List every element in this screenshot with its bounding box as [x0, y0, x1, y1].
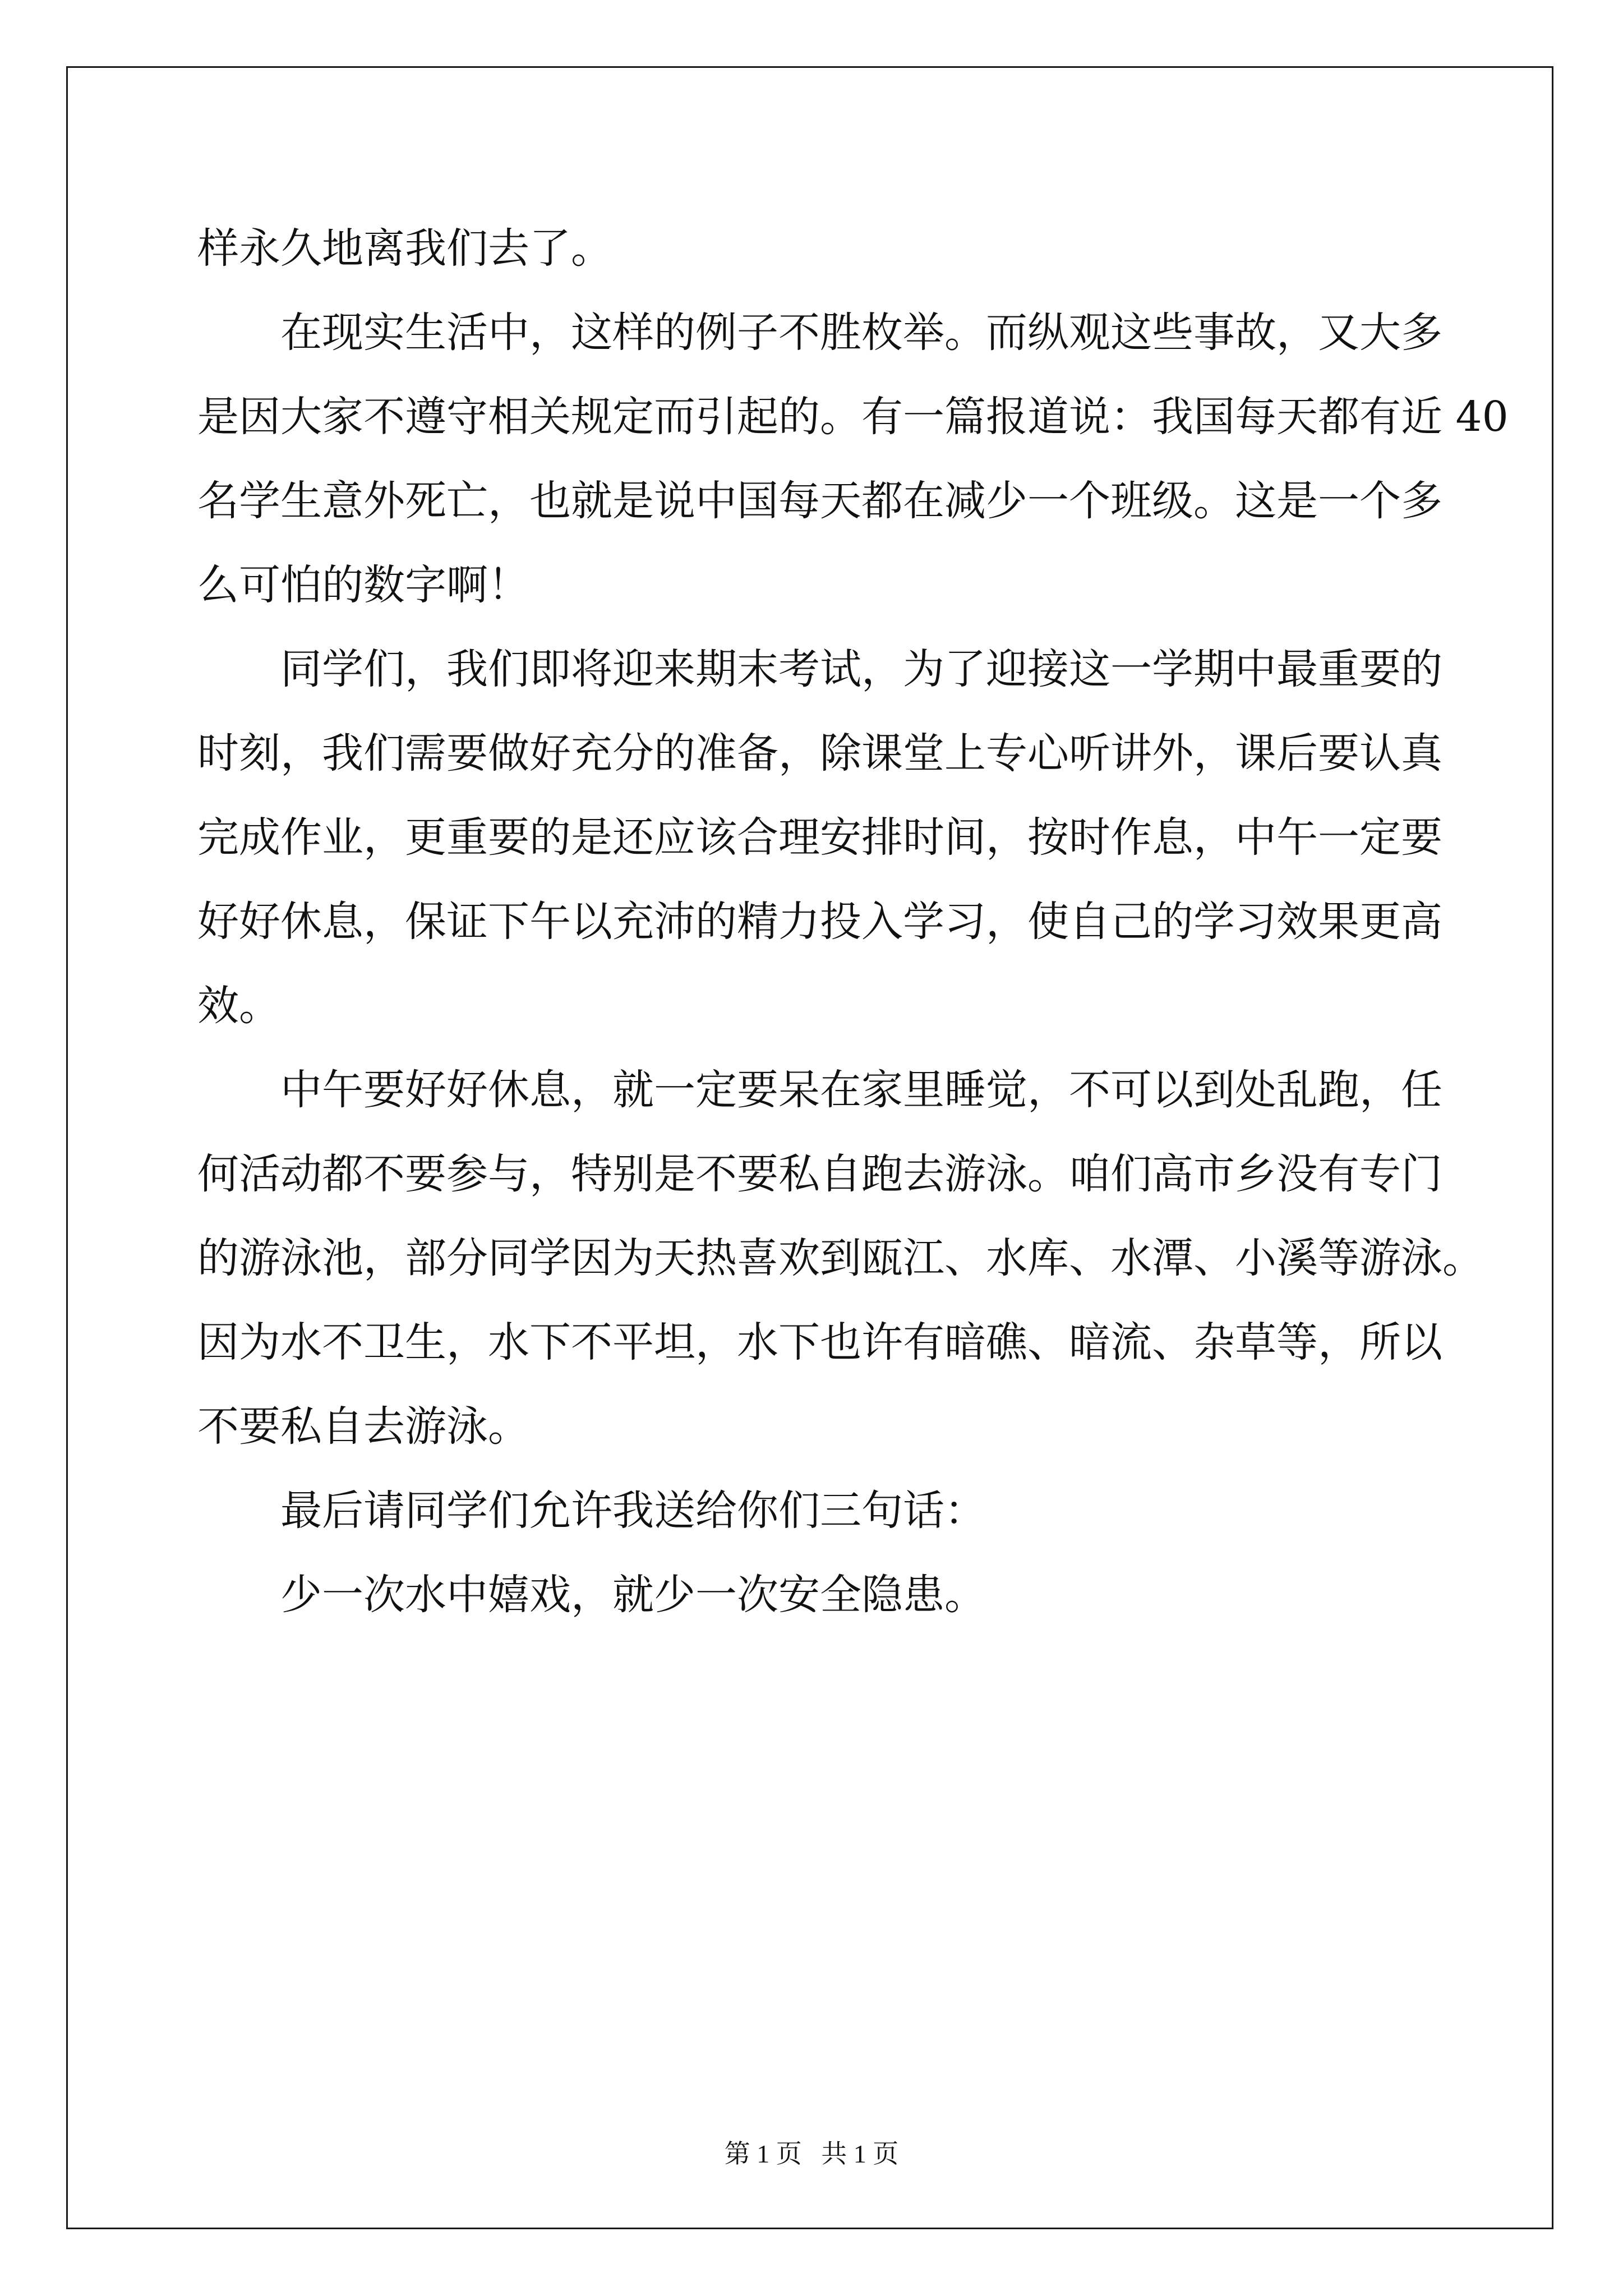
text-line: 在现实生活中，这样的例子不胜枚举。而纵观这些事故，又大多 — [280, 309, 1442, 357]
text-line: 最后请同学们允许我送给你们三句话： — [280, 1487, 986, 1535]
text-line: 何活动都不要参与，特别是不要私自跑去游泳。咱们高市乡没有专门 — [197, 1150, 1442, 1198]
text-line: 中午要好好休息，就一定要呆在家里睡觉，不可以到处乱跑，任 — [280, 1066, 1442, 1114]
text-line: 是因大家不遵守相关规定而引起的。有一篇报道说：我国每天都有近 40 — [197, 393, 1509, 441]
text-line: 时刻，我们需要做好充分的准备，除课堂上专心听讲外，课后要认真 — [197, 729, 1442, 777]
document-body — [197, 206, 1509, 1637]
page-footer — [0, 2137, 1623, 2171]
text-line: 效。 — [197, 982, 280, 1030]
text-line: 少一次水中嬉戏，就少一次安全隐患。 — [280, 1571, 986, 1619]
text-line: 不要私自去游泳。 — [197, 1402, 529, 1451]
footer-spacer — [802, 2139, 822, 2168]
page-number: 第 1 页 — [724, 2139, 802, 2168]
text-line: 好好休息，保证下午以充沛的精力投入学习，使自己的学习效果更高 — [197, 898, 1442, 946]
page-total: 共 1 页 — [821, 2139, 899, 2168]
text-line: 因为水不卫生，水下不平坦，水下也许有暗礁、暗流、杂草等，所以 — [197, 1318, 1442, 1366]
text-line: 样永久地离我们去了。 — [197, 224, 612, 273]
text-line: 名学生意外死亡，也就是说中国每天都在减少一个班级。这是一个多 — [197, 477, 1442, 525]
text-line: 的游泳池，部分同学因为天热喜欢到瓯江、水库、水潭、小溪等游泳。 — [197, 1234, 1484, 1282]
text-line: 完成作业，更重要的是还应该合理安排时间，按时作息，中午一定要 — [197, 813, 1442, 862]
text-line: 同学们，我们即将迎来期末考试，为了迎接这一学期中最重要的 — [280, 645, 1442, 693]
text-line: 么可怕的数字啊！ — [197, 561, 529, 609]
